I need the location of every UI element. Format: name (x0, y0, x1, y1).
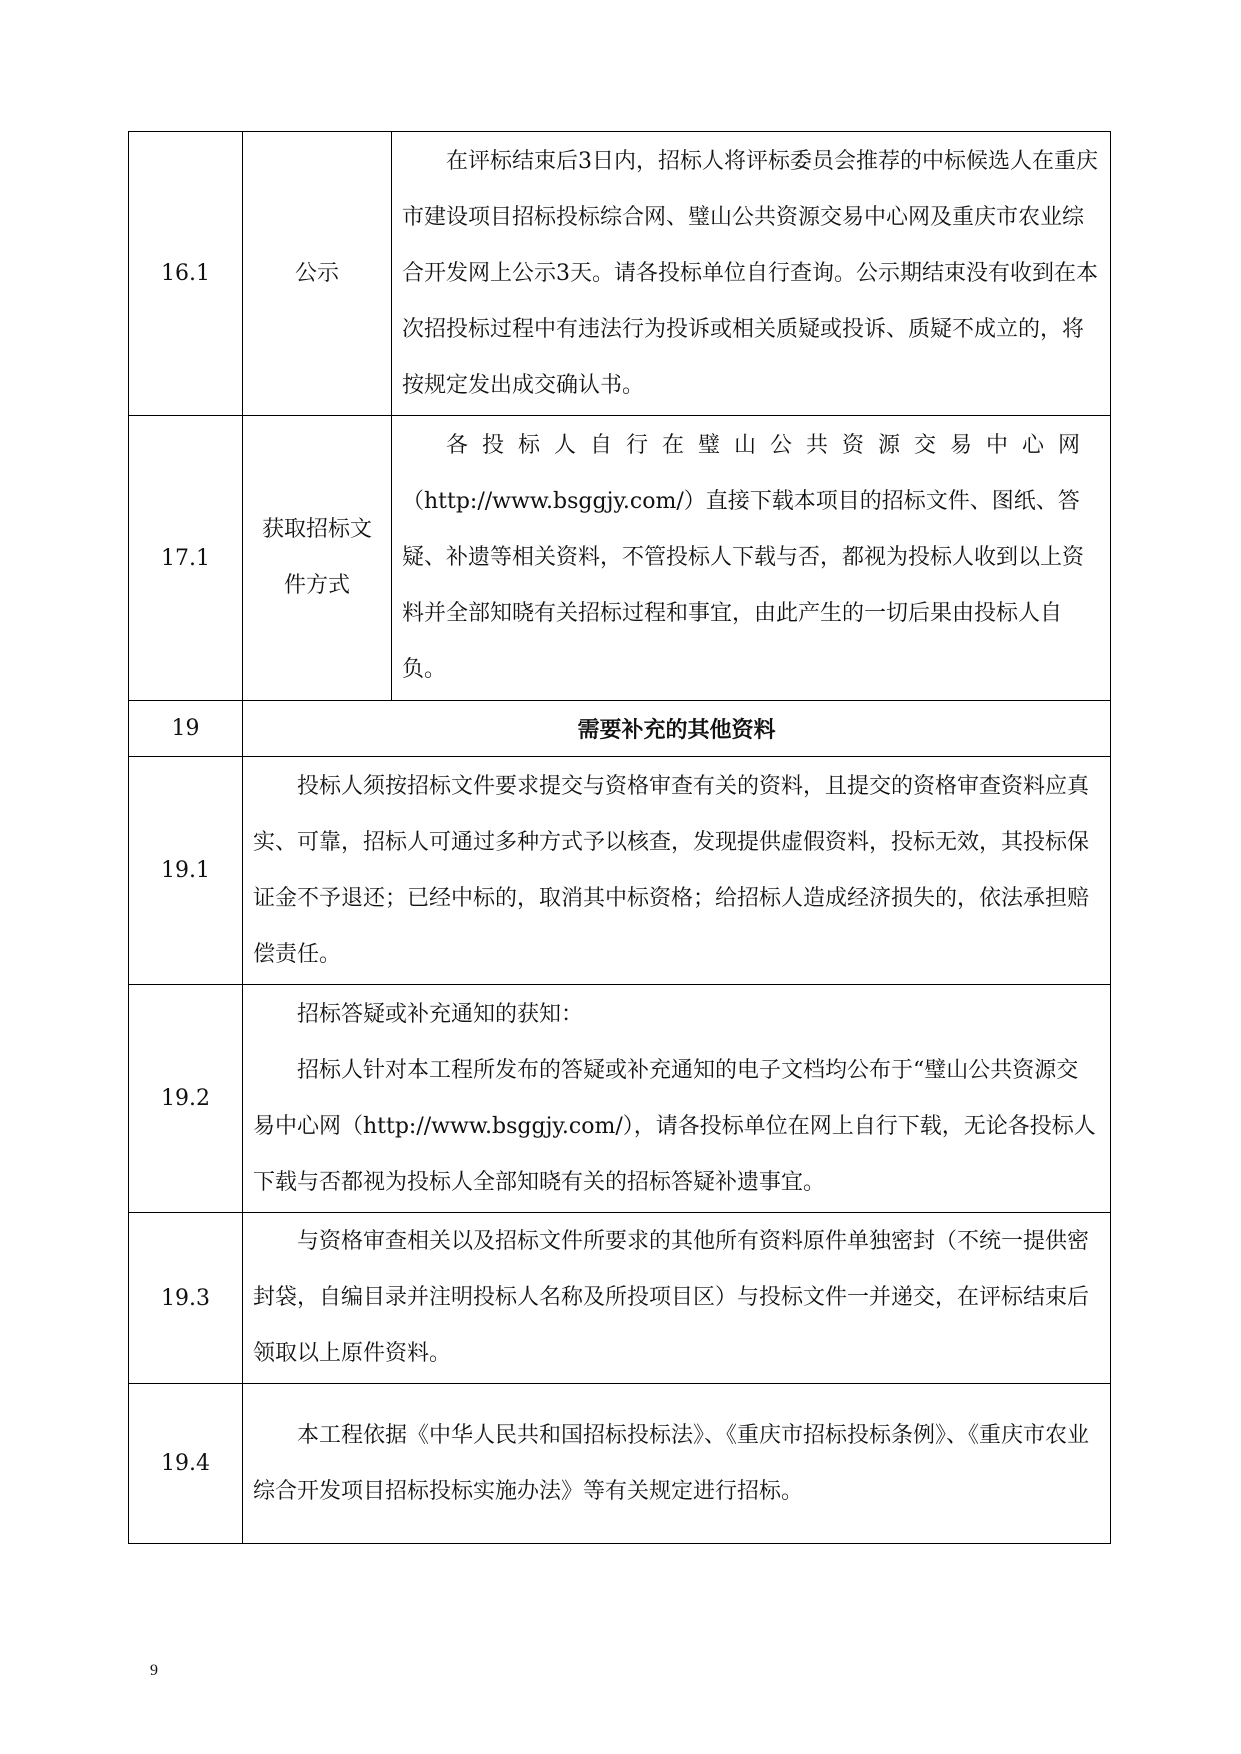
regulations-table (128, 131, 1111, 1544)
row-content (243, 1384, 1111, 1544)
content-paragraph: 招标答疑或补充通知的获知： (297, 1001, 584, 1027)
row-content (243, 1213, 1111, 1384)
page-number: 9 (150, 1662, 158, 1679)
table-row (129, 1213, 1111, 1384)
table-row (129, 132, 1111, 416)
content-paragraph: 投标人须按招标文件要求提交与资格审查有关的资料，且提交的资格审查资料应真实、可靠，招标人可通过多种方式予以核查，发现提供虚假资料，投标无效，其投标保证金不予退还；已经中标的，取消其中标资格；给招标人造成经济损失的，依法承担赔偿责任。 (253, 773, 1090, 967)
row-content (392, 416, 1111, 701)
content-paragraph: 本工程依据《中华人民共和国招标投标法》、《重庆市招标投标条例》、《重庆市农业综合开发项目招标投标实施办法》等有关规定进行招标。 (253, 1422, 1090, 1504)
row-number: 17.1 (129, 416, 243, 701)
content-paragraph: （http://www.bsggjy.com/）直接下载本项目的招标文件、图纸、答疑、补遗等相关资料，不管投标人下载与否，都视为投标人收到以上资料并全部知晓有关招标过程和事宜，由此产生的一切后果由投标人自负。 (402, 489, 1085, 682)
row-content (243, 985, 1111, 1213)
table-row (129, 985, 1111, 1213)
content-paragraph: 招标人针对本工程所发布的答疑或补充通知的电子文档均公布于“璧山公共资源交易中心网（http://www.bsggjy.com/），请各投标单位在网上自行下载，无论各投标人下载与否都视为投标人全部知晓有关的招标答疑补遗事宜。 (253, 1057, 1096, 1195)
section-number: 19 (129, 701, 243, 757)
section-header-row (129, 701, 1111, 757)
row-title-text: 公示 (294, 260, 339, 286)
content-paragraph: 在评标结束后3日内，招标人将评标委员会推荐的中标候选人在重庆市建设项目招标投标综合网、璧山公共资源交易中心网及重庆市农业综合开发网上公示3天。请各投标单位自行查询。公示期结束没有收到在本次招投标过程中有违法行为投诉或相关质疑或投诉、质疑不成立的，将按规定发出成交确认书。 (402, 148, 1098, 398)
row-title-line: 获取招标文 (261, 517, 372, 542)
row-content (243, 757, 1111, 985)
table-row (129, 1384, 1111, 1544)
row-content (392, 132, 1111, 416)
section-title: 需要补充的其他资料 (243, 701, 1111, 757)
row-number: 19.1 (129, 757, 243, 985)
row-title (243, 132, 392, 416)
row-title-line: 件方式 (283, 573, 350, 598)
content-paragraph: 与资格审查相关以及招标文件所要求的其他所有资料原件单独密封（不统一提供密封袋，自编目录并注明投标人名称及所投项目区）与投标文件一并递交，在评标结束后领取以上原件资料。 (253, 1229, 1090, 1366)
content-paragraph: 各投标人自行在璧山公共资源交易中心网 (446, 433, 1095, 458)
row-number: 16.1 (129, 132, 243, 416)
table-row (129, 416, 1111, 701)
row-number: 19.2 (129, 985, 243, 1213)
table-row (129, 757, 1111, 985)
row-title (243, 416, 392, 701)
row-number: 19.3 (129, 1213, 243, 1384)
row-number: 19.4 (129, 1384, 243, 1544)
